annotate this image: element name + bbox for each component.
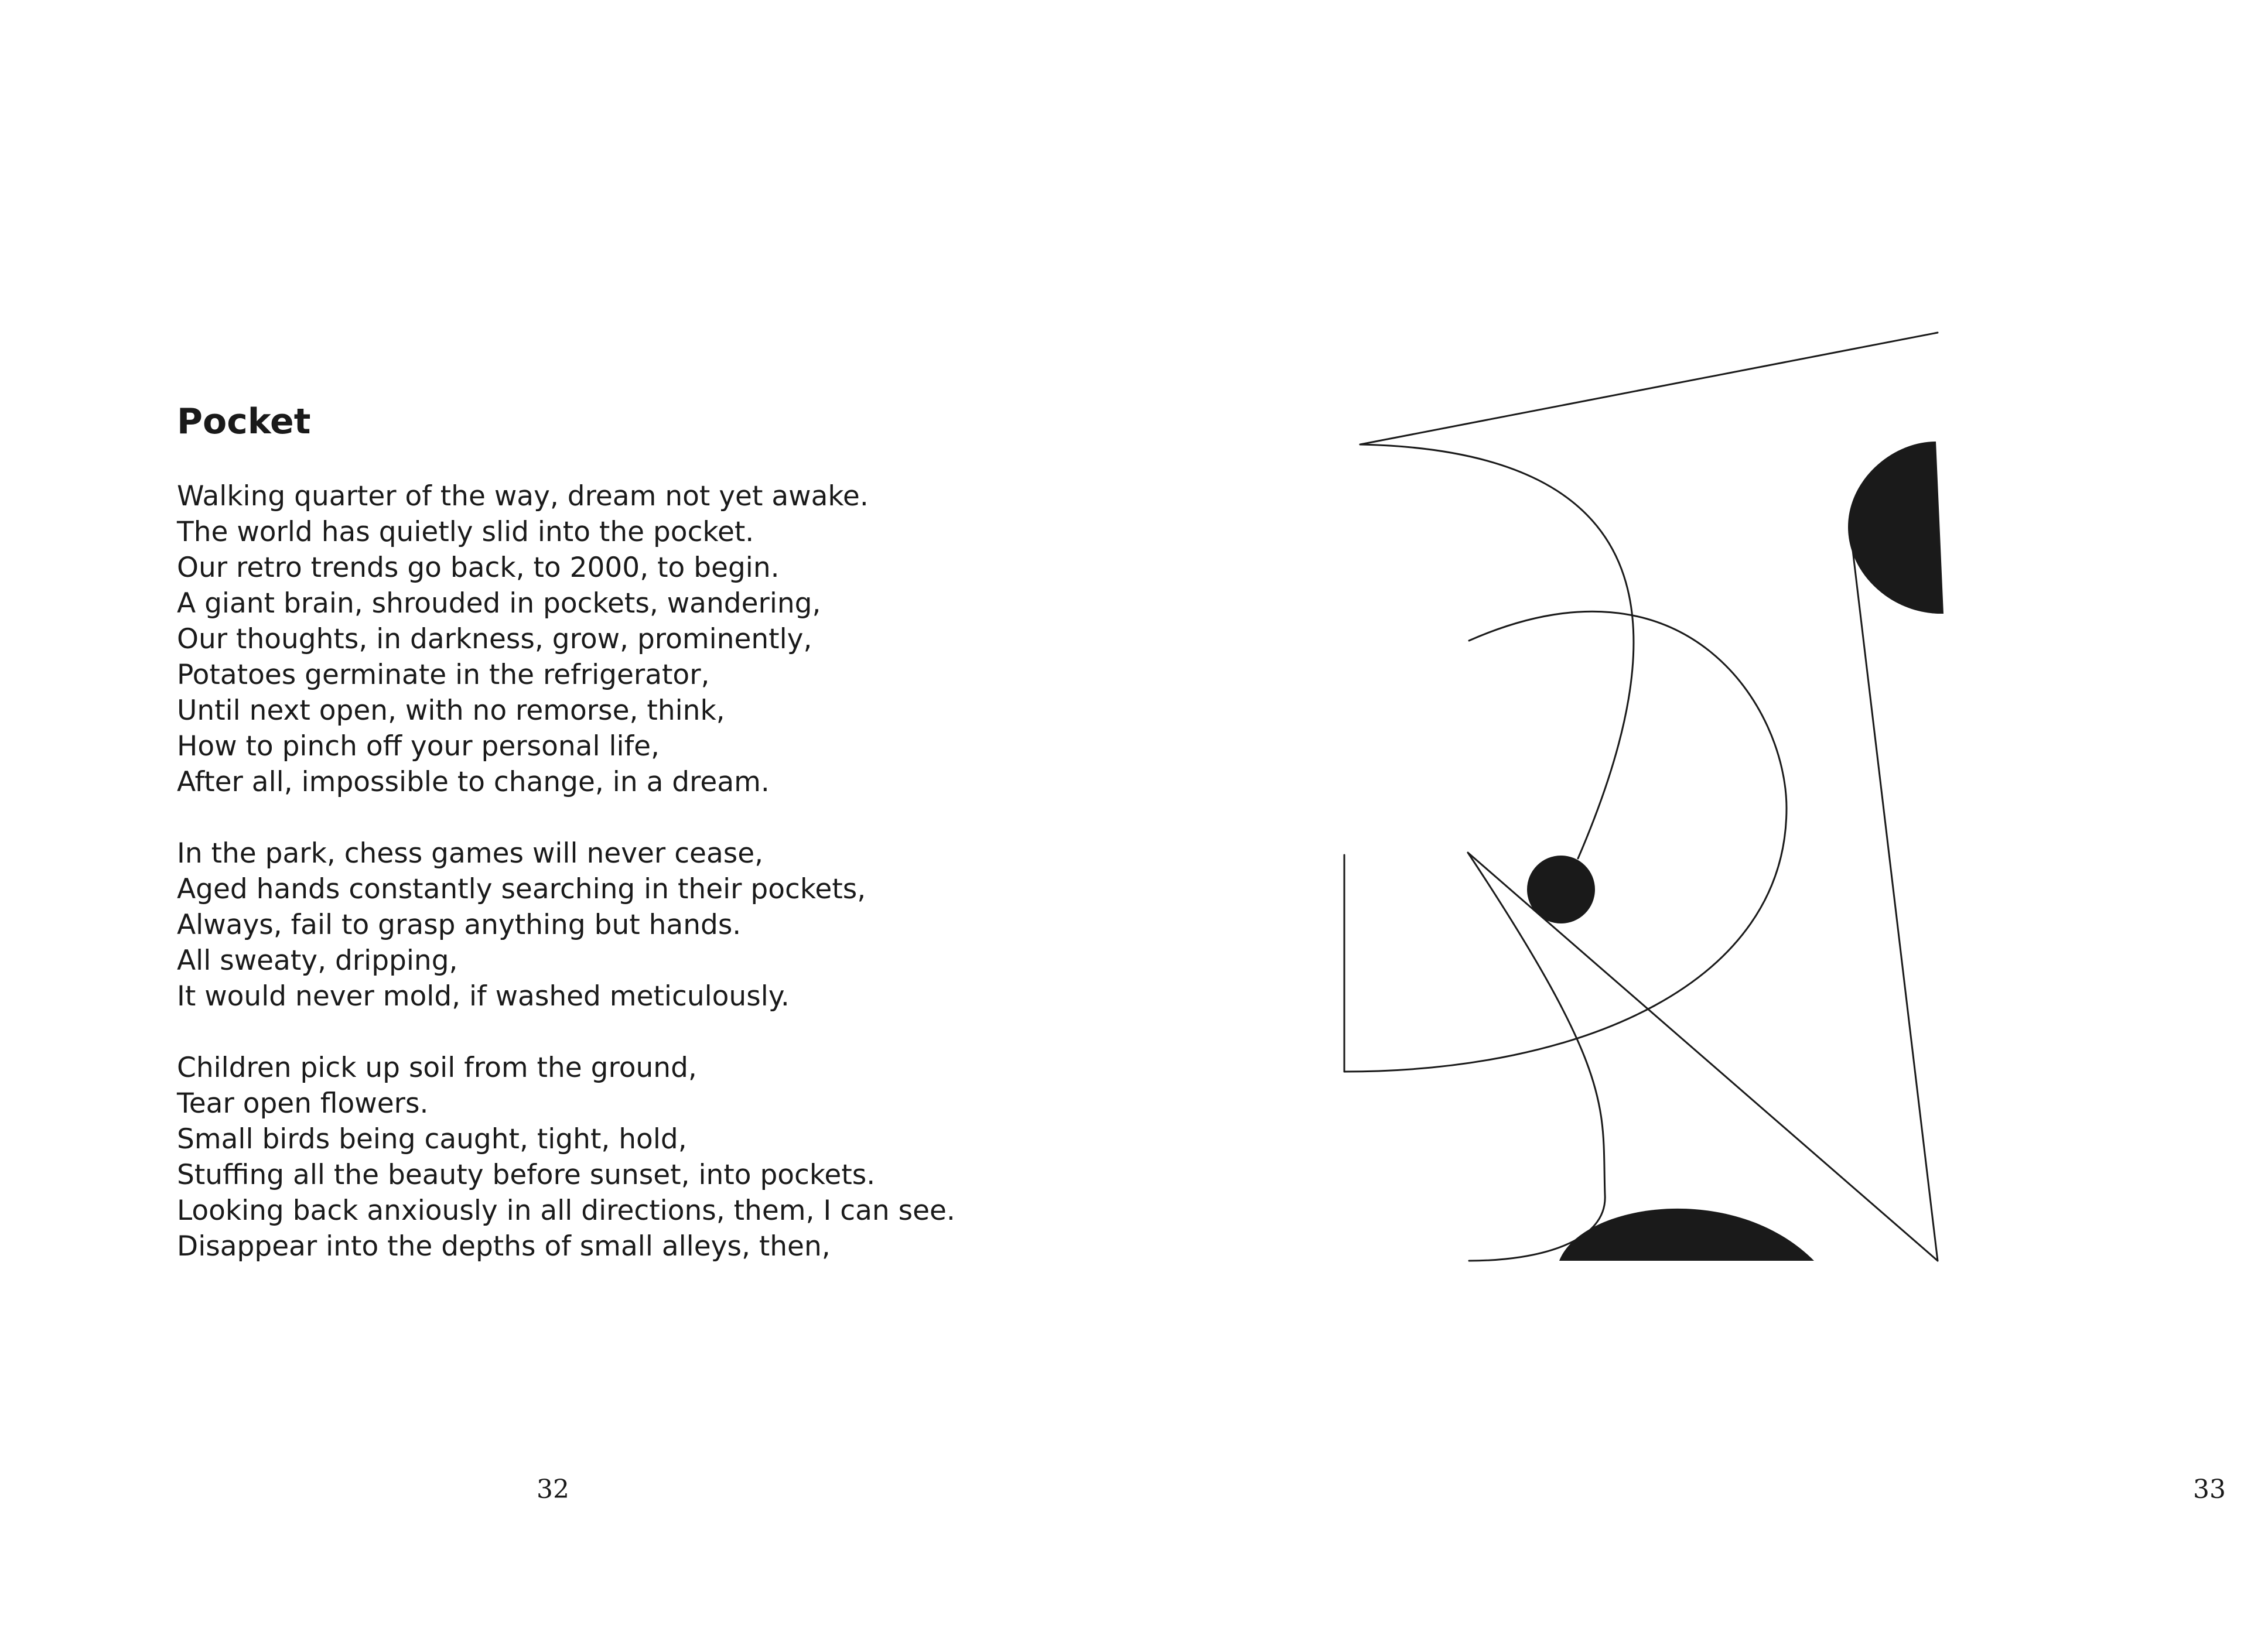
- left-page: [0, 0, 1076, 1625]
- stanza: [177, 836, 1056, 1014]
- poem-line: All sweaty, dripping,: [177, 945, 458, 977]
- poem-line: Tear open flowers.: [177, 1087, 429, 1120]
- poem-line: How to pinch off your personal life,: [177, 730, 660, 762]
- right-page: [1076, 0, 2226, 1625]
- poem-line: Looking back anxiously in all directions, them, I can see.: [177, 1195, 955, 1227]
- stanza: [177, 1050, 1056, 1264]
- poem-line: Potatoes germinate in the refrigerator,: [177, 659, 710, 691]
- poem-title: Pocket: [177, 401, 311, 442]
- poem-line: It would never mold, if washed meticulously.: [177, 980, 790, 1012]
- poem-line: In the park, chess games will never cease,: [177, 837, 764, 870]
- poem-line: Our retro trends go back, to 2000, to begin.: [177, 552, 780, 584]
- poem-line: Stuffing all the beauty before sunset, into pockets.: [177, 1159, 876, 1191]
- poem-line: A giant brain, shrouded in pockets, wandering,: [177, 587, 821, 620]
- page-number-left: 32: [537, 1475, 569, 1504]
- poem-line: After all, impossible to change, in a dream.: [177, 766, 770, 798]
- poem-line: Walking quarter of the way, dream not yet awake.: [177, 480, 869, 512]
- page-number-right: 33: [2193, 1475, 2226, 1504]
- poem-line: Disappear into the depths of small alleys, then,: [177, 1230, 831, 1263]
- poem-line: Our thoughts, in darkness, grow, prominently,: [177, 623, 812, 655]
- stanza: [177, 478, 1056, 800]
- poem-line: The world has quietly slid into the pocket.: [177, 516, 754, 548]
- poem-line: Always, fail to grasp anything but hands.: [177, 909, 742, 941]
- poem-line: Children pick up soil from the ground,: [177, 1052, 697, 1084]
- poem-line: Small birds being caught, tight, hold,: [177, 1123, 687, 1155]
- poem-body: [177, 478, 1056, 1300]
- poem-line: Aged hands constantly searching in their pockets,: [177, 873, 866, 905]
- poem-line: Until next open, with no remorse, think,: [177, 695, 725, 727]
